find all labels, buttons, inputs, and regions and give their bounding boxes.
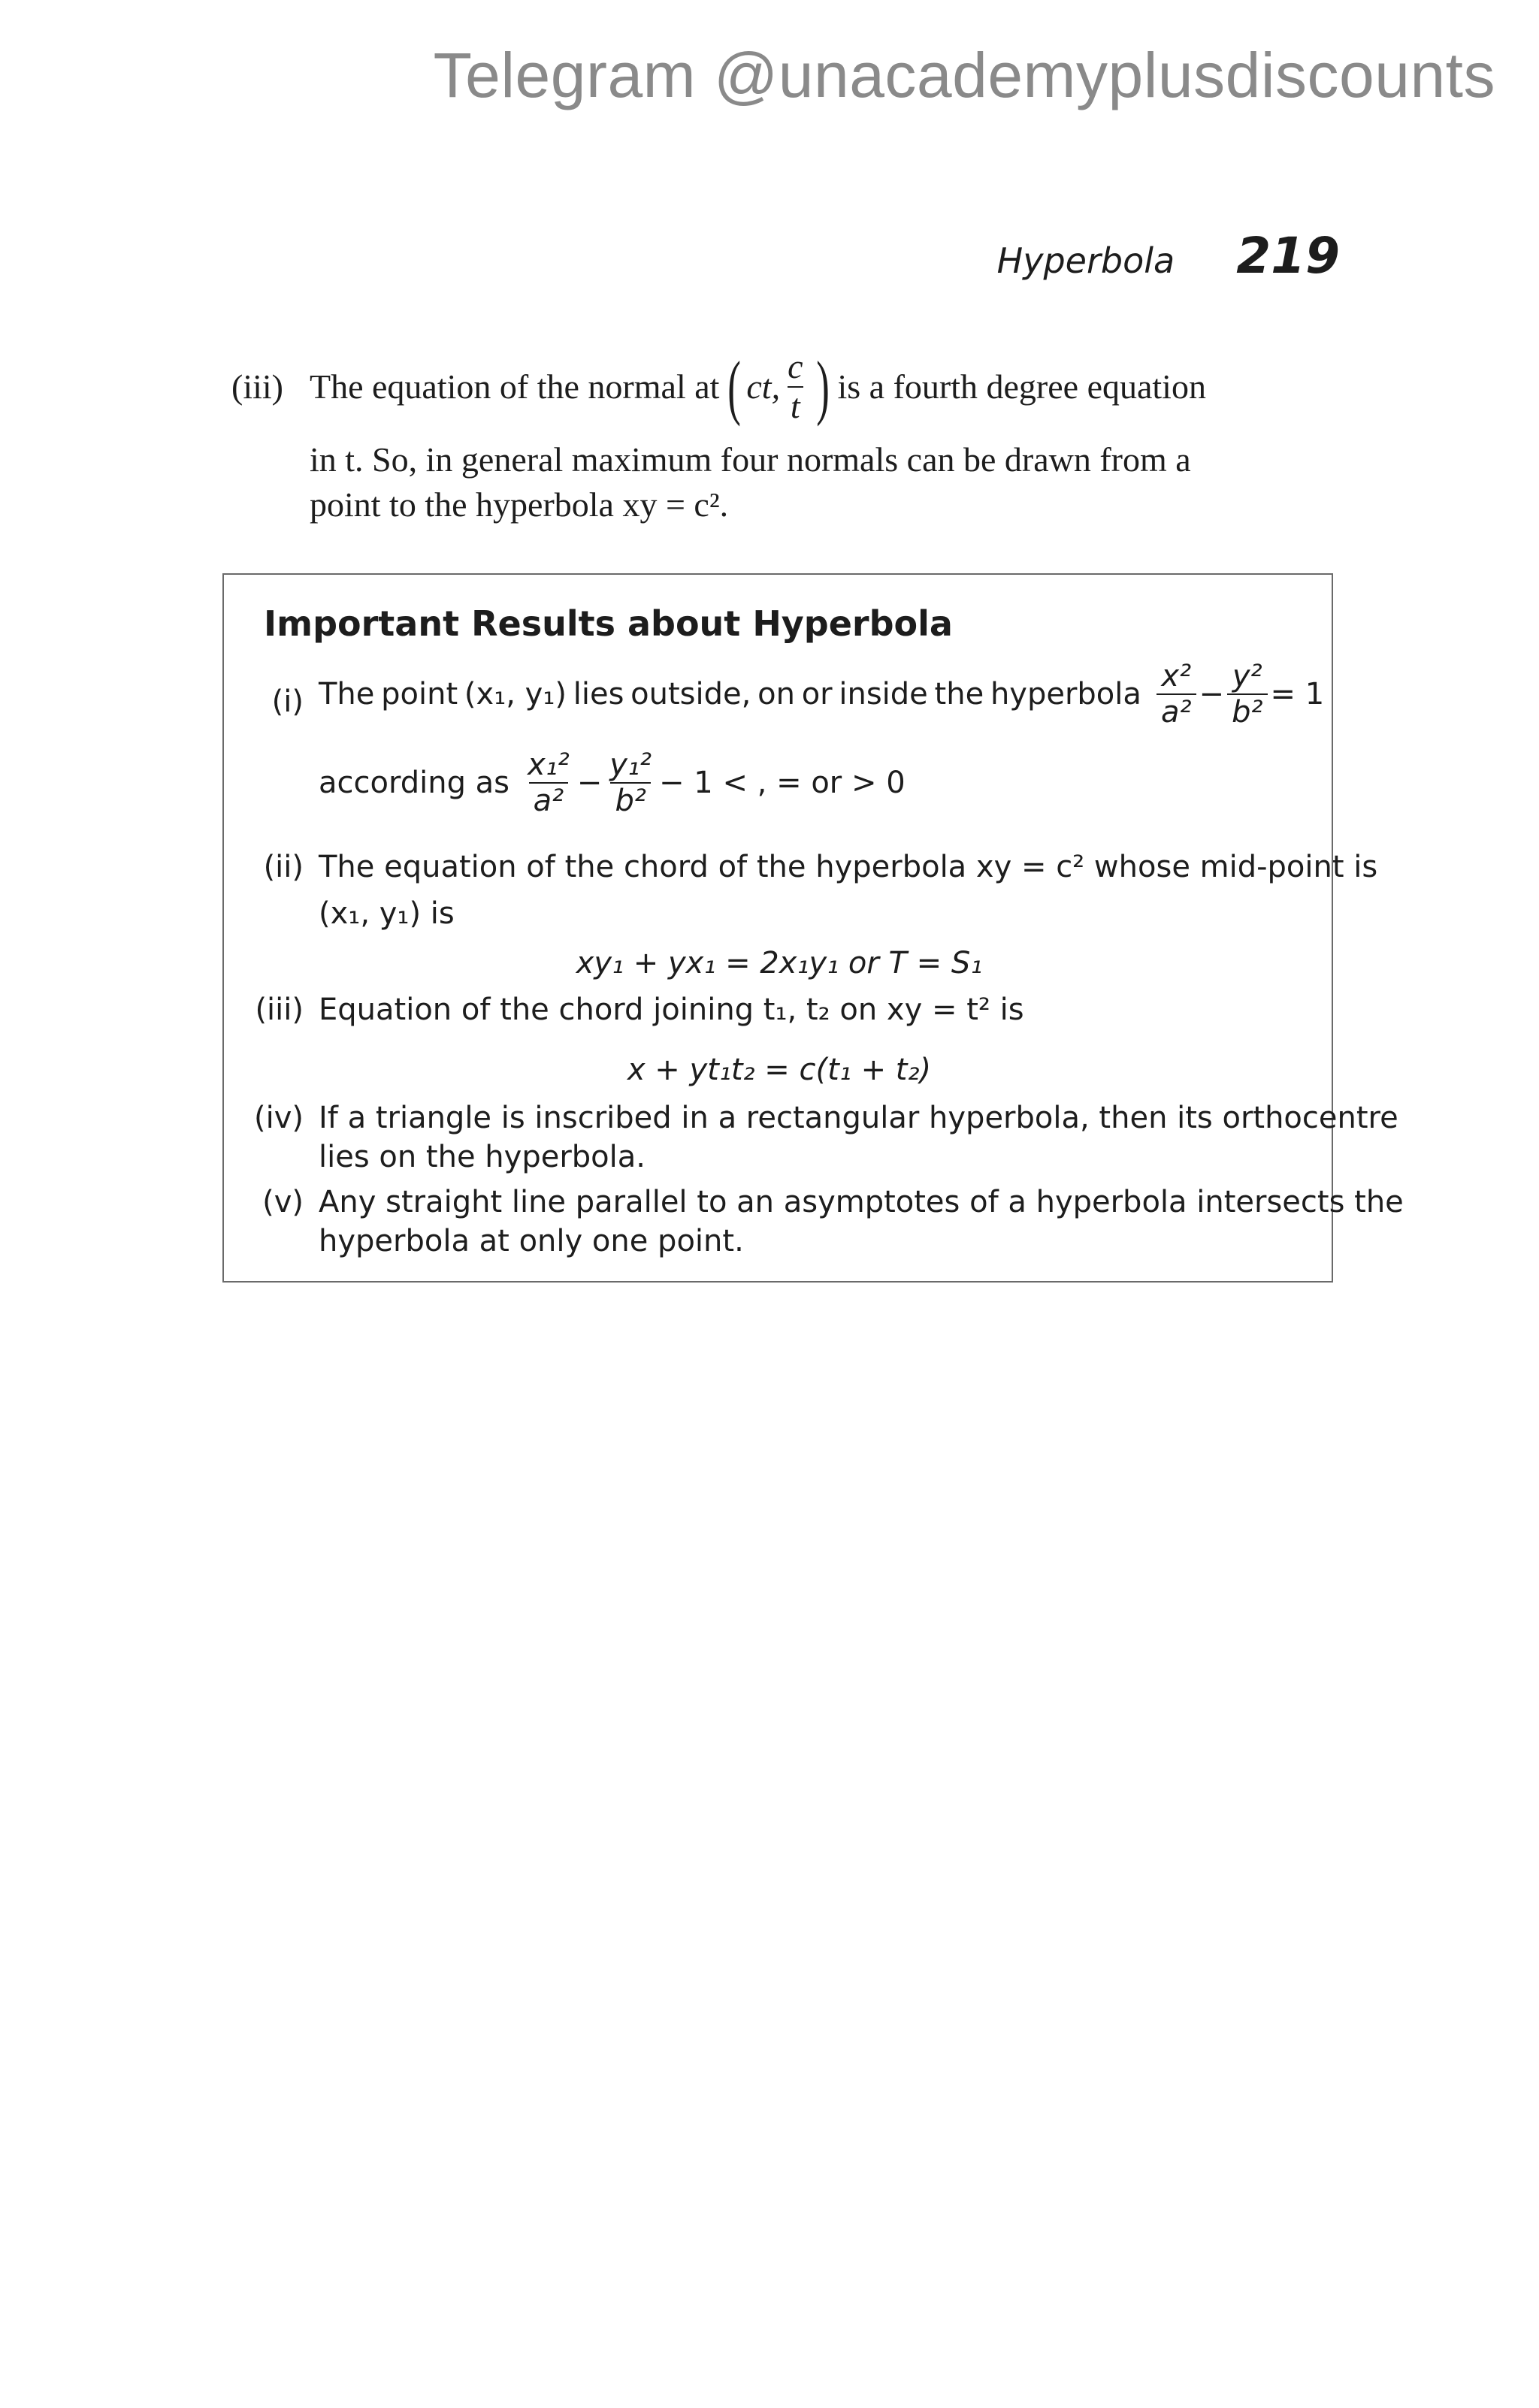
point-fraction xyxy=(785,348,806,425)
condition-y-fraction xyxy=(605,748,656,818)
result-i-line2 xyxy=(319,748,906,818)
normal-point xyxy=(722,348,834,425)
result-iii-line1: Equation of the chord joining t₁, t₂ on xy = t² is xyxy=(319,993,1024,1027)
word: on xyxy=(757,677,795,712)
word: inside xyxy=(839,677,928,712)
word: or xyxy=(801,677,833,712)
result-v-line1: Any straight line parallel to an asymptotes of a hyperbola intersects the xyxy=(319,1185,1404,1219)
result-iv-line2: lies on the hyperbola. xyxy=(319,1140,646,1174)
result-iii-formula: x + yt₁t₂ = c(t₁ + t₂) xyxy=(627,1053,932,1087)
item-iii-body xyxy=(310,437,1342,527)
result-i-words xyxy=(319,677,1141,712)
result-ii-formula: xy₁ + yx₁ = 2x₁y₁ or T = S₁ xyxy=(576,946,983,980)
point-fraction-num: c xyxy=(788,347,803,386)
item-iii-line3: point to the hyperbola xy = c². xyxy=(310,485,729,524)
fraction-denominator: a² xyxy=(529,782,569,818)
box-title: Important Results about Hyperbola xyxy=(264,603,953,644)
result-v-label: (v) xyxy=(262,1185,304,1219)
running-head-title: Hyperbola xyxy=(996,240,1175,281)
word: outside, xyxy=(630,677,751,712)
minus-sign: − xyxy=(576,766,603,800)
fraction-numerator: y² xyxy=(1232,659,1262,693)
item-iii-text-before: The equation of the normal at xyxy=(310,367,720,406)
minus-sign: − xyxy=(1199,677,1225,712)
word: (x₁, y₁) xyxy=(464,677,567,712)
fraction-numerator: x² xyxy=(1161,659,1192,693)
fraction-numerator: x₁² xyxy=(528,748,570,782)
result-i-line1 xyxy=(319,659,1324,730)
result-iii-label: (iii) xyxy=(255,993,304,1027)
according-as: according as xyxy=(319,766,510,800)
condition-tail: − 1 < , = or > 0 xyxy=(659,766,906,800)
result-ii-label: (ii) xyxy=(263,850,304,884)
left-paren: ( xyxy=(727,346,742,427)
word: point xyxy=(381,677,458,712)
right-paren: ) xyxy=(815,346,830,427)
result-iv-line1: If a triangle is inscribed in a rectangular hyperbola, then its orthocentre xyxy=(319,1101,1398,1135)
running-head xyxy=(997,227,1340,285)
hyperbola-x-fraction xyxy=(1157,659,1196,730)
item-iii-line2: in t. So, in general maximum four normals can be drawn from a xyxy=(310,440,1191,479)
hyperbola-y-fraction xyxy=(1227,659,1267,730)
word: lies xyxy=(573,677,624,712)
item-iii-text-after: is a fourth degree equation xyxy=(837,367,1206,406)
word: the xyxy=(934,677,984,712)
word: hyperbola xyxy=(990,677,1141,712)
important-results-box xyxy=(222,573,1404,1283)
result-iv-label: (iv) xyxy=(254,1101,304,1135)
result-v-line2: hyperbola at only one point. xyxy=(319,1224,744,1258)
fraction-denominator: b² xyxy=(1227,693,1267,730)
watermark: Telegram @unacademyplusdiscounts xyxy=(433,40,1495,110)
fraction-denominator: b² xyxy=(610,782,650,818)
fraction-denominator: a² xyxy=(1157,693,1196,730)
equation-rhs: = 1 xyxy=(1270,677,1325,712)
point-fraction-den: t xyxy=(788,386,803,426)
result-ii-line1: The equation of the chord of the hyperbola xy = c² whose mid-point is xyxy=(319,850,1378,884)
fraction-numerator: y₁² xyxy=(609,748,652,782)
item-iii-line1 xyxy=(231,331,1342,443)
point-ct: ct, xyxy=(746,367,781,406)
word: The xyxy=(319,677,375,712)
result-ii-line2: (x₁, y₁) is xyxy=(319,896,455,931)
item-iii-label: (iii) xyxy=(231,367,283,406)
result-i-label: (i) xyxy=(271,684,304,719)
condition-x-fraction xyxy=(523,748,574,818)
page-number: 219 xyxy=(1236,227,1340,285)
